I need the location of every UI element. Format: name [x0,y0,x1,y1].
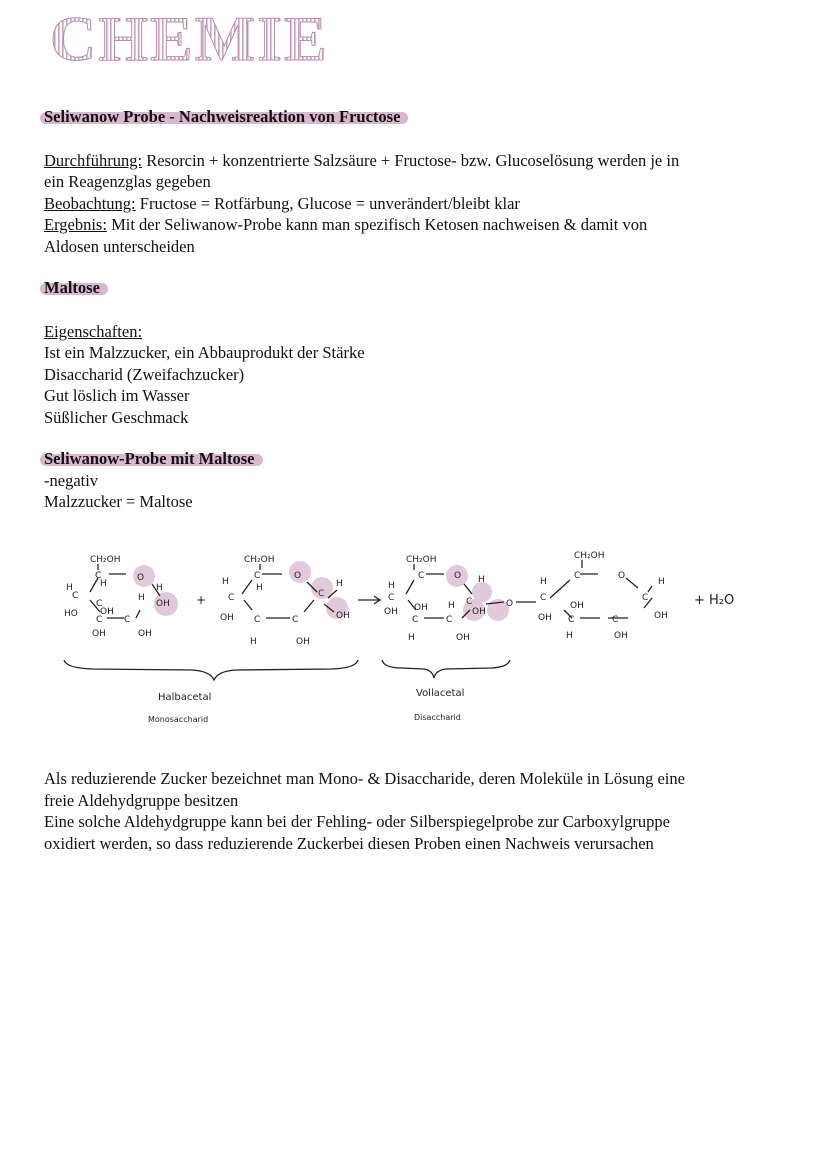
svg-text:C: C [95,571,102,581]
durchfuehrung-text: Resorcin + konzentrierte Salzsäure + Fructose- bzw. Glucoselösung werden je in [142,150,680,170]
eigenschaften [44,321,804,429]
svg-text:OH: OH [414,603,428,613]
list-item: Süßlicher Geschmack [44,407,189,427]
page-title [50,6,350,68]
svg-text:C: C [568,615,575,625]
svg-text:H: H [336,579,343,589]
ergebnis-label: Ergebnis: [44,215,107,234]
ergebnis [44,214,804,257]
ergebnis-text: Mit der Seliwanow-Probe kann man spezifisch Ketosen nachweisen & damit von [106,215,648,234]
svg-text:C: C [574,571,581,581]
svg-text:O: O [454,571,462,581]
halbacetal-label: Halbacetal [158,692,212,703]
atom-labels [64,551,734,724]
svg-text:C: C [72,591,79,601]
svg-text:OH: OH [654,611,668,621]
svg-text:OH: OH [570,601,584,611]
svg-text:OH: OH [138,629,152,639]
svg-text:OH: OH [538,613,552,623]
svg-text:OH: OH [384,607,398,617]
eigenschaften-label: Eigenschaften: [44,321,143,341]
svg-text:O: O [506,599,514,609]
svg-text:H: H [478,575,485,585]
seliwanow-heading: Seliwanow Probe - Nachweisreaktion von Fructose [44,107,401,126]
svg-text:H: H [138,593,145,603]
svg-text:H: H [566,631,573,641]
svg-text:H: H [448,601,455,611]
svg-text:H: H [100,579,107,589]
svg-text:O: O [294,571,302,581]
vollacetal-label: Vollacetal [416,688,465,699]
main-content [44,106,804,513]
water-label: + H₂O [694,593,735,608]
durchfuehrung-label: Durchführung: [44,150,143,170]
svg-text:OH: OH [220,613,234,623]
beobachtung [44,193,804,215]
paragraph-line: freie Aldehydgruppe besitzen [44,790,239,810]
paragraph-line: oxidiert werden, so dass reduzierende Zuckerbei diesen Proben einen Nachweis verursachen [44,833,654,853]
svg-text:OH: OH [296,637,310,647]
svg-text:OH: OH [156,599,170,609]
svg-text:OH: OH [336,611,350,621]
durchfuehrung-text-2: ein Reagenzglas gegeben [44,172,211,191]
svg-text:H: H [256,583,263,593]
list-item: Gut löslich im Wasser [44,386,190,405]
list-item: Disaccharid (Zweifachzucker) [44,364,245,384]
ch2oh-label: CH₂OH [90,555,121,565]
plus-sign: + [196,593,207,607]
svg-text:HO: HO [64,609,78,619]
svg-text:C: C [446,615,453,625]
svg-text:C: C [254,571,261,581]
svg-text:C: C [124,615,131,625]
svg-text:C: C [292,615,299,625]
svg-text:H: H [540,577,547,587]
svg-text:OH: OH [92,629,106,639]
svg-text:H: H [156,583,163,593]
svg-text:OH: OH [456,633,470,643]
svg-text:C: C [96,599,103,609]
svg-text:C: C [228,593,235,603]
svg-text:H: H [658,577,665,587]
svg-text:C: C [540,593,547,603]
svg-text:C: C [642,593,649,603]
reducing-sugars-paragraph [44,768,804,854]
title-text: CHEMIE [50,6,329,68]
svg-text:C: C [96,615,103,625]
maltose-definition: Malzzucker = Maltose [44,492,193,511]
maltose-heading: Maltose [44,278,100,297]
beobachtung-label: Beobachtung: [44,193,136,213]
svg-text:OH: OH [614,631,628,641]
svg-text:O: O [137,573,145,583]
paragraph-line: Eine solche Aldehydgruppe kann bei der Fehling- oder Silberspiegelprobe zur Carboxylgruppe [44,812,670,831]
svg-text:C: C [254,615,261,625]
beobachtung-text: Fructose = Rotfärbung, Glucose = unverändert/bleibt klar [135,193,520,213]
svg-text:C: C [388,593,395,603]
ch2oh-label: CH₂OH [244,555,275,565]
disaccharid-label: Disaccharid [414,713,461,722]
ch2oh-label: CH₂OH [574,551,605,561]
svg-text:C: C [612,615,619,625]
svg-text:H: H [408,633,415,643]
result-negative: -negativ [44,470,99,490]
monosaccharid-label: Monosaccharid [148,715,209,724]
svg-text:H: H [66,583,73,593]
paragraph-line: Als reduzierende Zucker bezeichnet man Mono- & Disaccharide, deren Moleküle in Lösung eine [44,769,685,788]
svg-text:C: C [466,597,473,607]
svg-text:H: H [222,577,229,587]
seliwanow-maltose-text [44,470,804,513]
seliwanow-maltose-heading: Seliwanow-Probe mit Maltose [44,449,255,468]
svg-text:OH: OH [100,607,114,617]
list-item: Ist ein Malzzucker, ein Abbauprodukt der Stärke [44,343,365,362]
svg-text:H: H [388,581,395,591]
svg-text:C: C [412,615,419,625]
svg-text:H: H [250,637,257,647]
reaction-diagram [52,548,752,733]
ch2oh-label: CH₂OH [406,555,437,565]
svg-text:C: C [418,571,425,581]
svg-text:O: O [618,571,626,581]
ergebnis-text-2: Aldosen unterscheiden [44,236,195,256]
svg-text:OH: OH [472,607,486,617]
durchfuehrung [44,150,804,193]
svg-text:C: C [318,589,325,599]
